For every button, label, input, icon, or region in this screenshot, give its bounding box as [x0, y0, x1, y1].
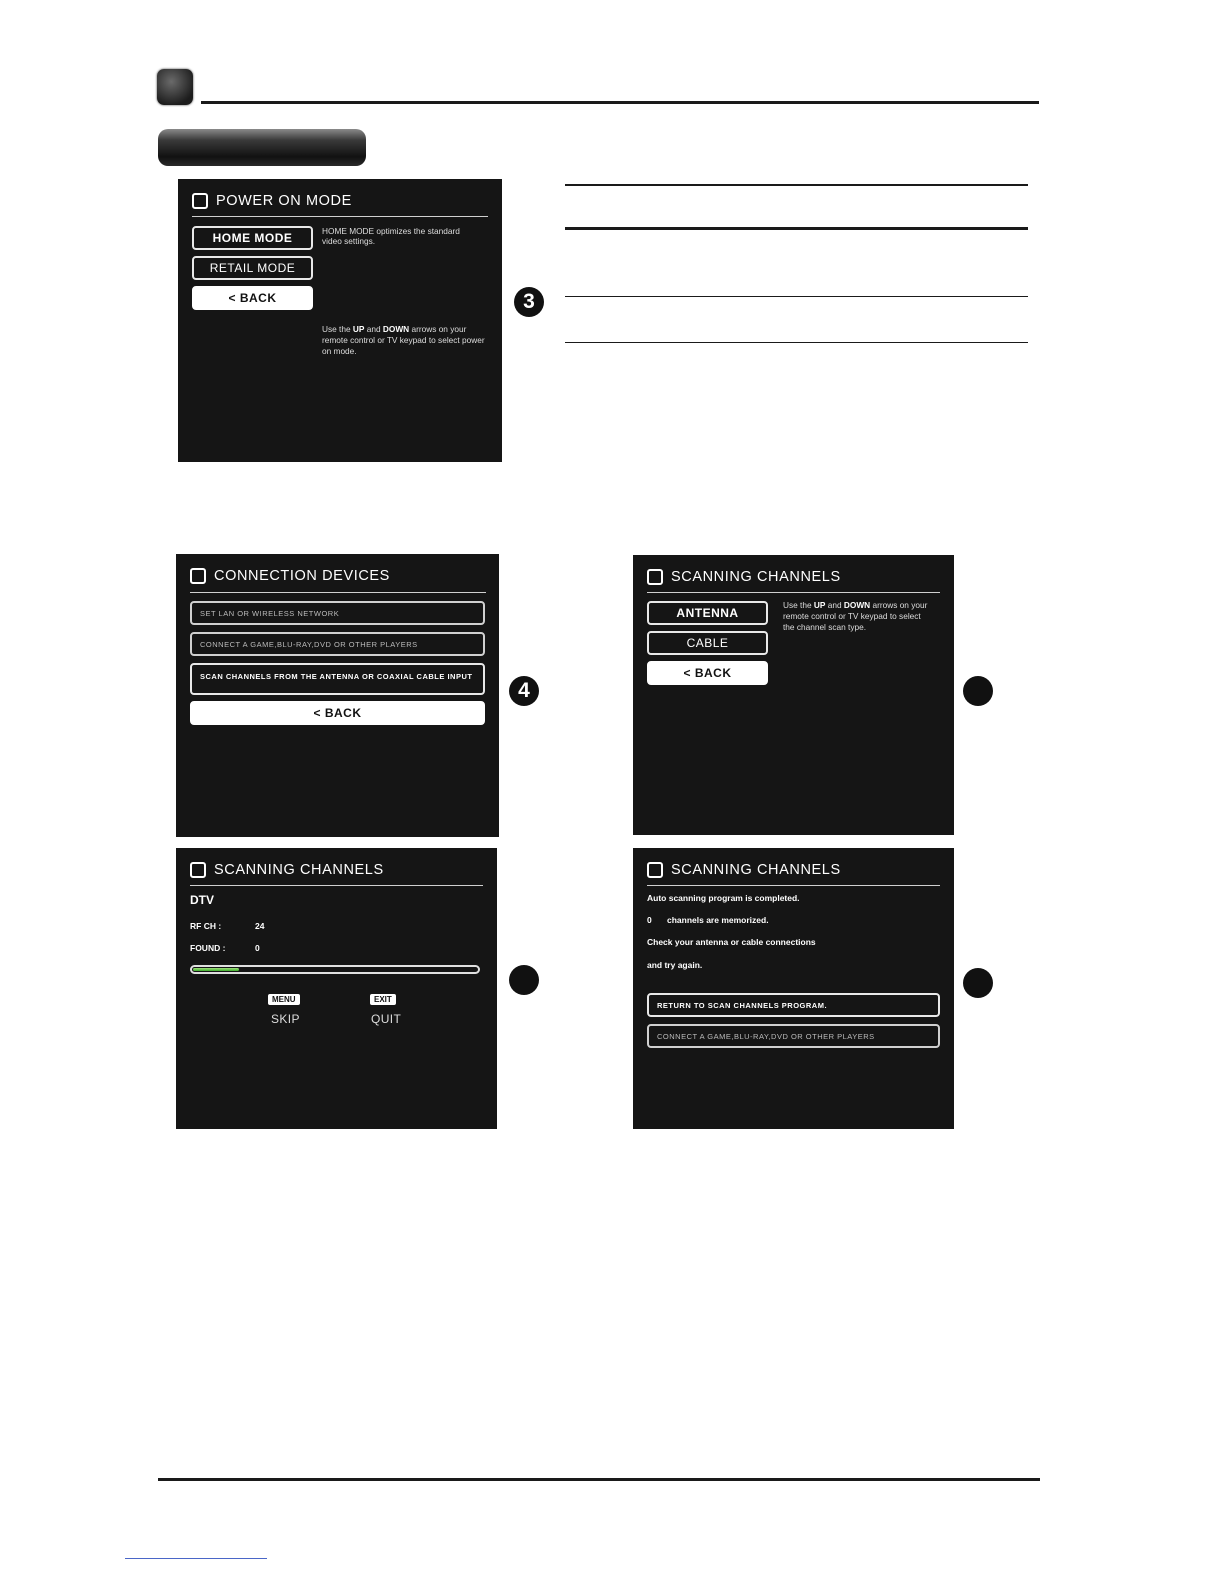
back-button[interactable]: < BACK — [190, 701, 485, 725]
footer-rule — [158, 1478, 1040, 1481]
screen-title-text: SCANNING CHANNELS — [214, 862, 384, 878]
title-rule — [647, 885, 940, 886]
scan-progress-screen — [176, 848, 497, 1129]
footer-link-underline — [125, 1558, 267, 1559]
return-to-scan-button[interactable]: RETURN TO SCAN CHANNELS PROGRAM. — [647, 993, 940, 1017]
screen-title — [192, 193, 352, 209]
screen-title-text: POWER ON MODE — [216, 193, 352, 209]
connection-devices-screen — [176, 554, 499, 837]
title-rule — [192, 216, 488, 217]
scan-channels-option[interactable]: SCAN CHANNELS FROM THE ANTENNA OR COAXIAL CABLE INPUT — [190, 663, 485, 695]
screen-title — [190, 568, 390, 584]
screen-title — [190, 862, 384, 878]
exit-key-icon: EXIT — [370, 994, 396, 1005]
section-heading-pill — [158, 129, 366, 166]
completed-message: Auto scanning program is completed. — [647, 893, 800, 903]
step-7-marker — [963, 968, 993, 998]
rf-ch-label: RF CH : — [190, 921, 222, 931]
back-button[interactable]: < BACK — [647, 661, 768, 685]
try-again-message: and try again. — [647, 960, 703, 970]
screen-title-text: SCANNING CHANNELS — [671, 862, 841, 878]
antenna-button[interactable]: ANTENNA — [647, 601, 768, 625]
screen-title — [647, 862, 841, 878]
scan-complete-screen — [633, 848, 954, 1129]
table-rule — [565, 227, 1028, 230]
screen-title-text: SCANNING CHANNELS — [671, 569, 841, 585]
checkbox-icon — [647, 862, 663, 878]
header-rule — [201, 101, 1039, 104]
title-rule — [190, 592, 486, 593]
channel-count: 0 — [647, 915, 652, 925]
title-rule — [647, 592, 940, 593]
table-rule — [565, 342, 1028, 343]
mode-label: DTV — [190, 893, 214, 907]
connect-players-option[interactable]: CONNECT A GAME,BLU-RAY,DVD OR OTHER PLAYERS — [190, 632, 485, 656]
checkbox-icon — [647, 569, 663, 585]
rf-ch-value: 24 — [255, 921, 265, 931]
checkbox-icon — [192, 193, 208, 209]
chapter-badge — [157, 69, 193, 105]
check-connections-message: Check your antenna or cable connections — [647, 937, 816, 947]
help-text: Use the UP and DOWN arrows on your remote control or TV keypad to select the channel scan type. — [783, 600, 928, 632]
home-mode-description: HOME MODE optimizes the standard video settings. — [322, 226, 460, 246]
step-6-marker — [509, 965, 539, 995]
found-label: FOUND : — [190, 943, 226, 953]
scan-progress-bar — [190, 965, 480, 974]
quit-label: QUIT — [371, 1012, 402, 1026]
step-5-marker — [963, 676, 993, 706]
table-rule — [565, 296, 1028, 297]
skip-label: SKIP — [271, 1012, 300, 1026]
progress-fill — [193, 968, 239, 971]
found-value: 0 — [255, 943, 260, 953]
cable-button[interactable]: CABLE — [647, 631, 768, 655]
screen-title — [647, 569, 841, 585]
help-text: Use the UP and DOWN arrows on your remote control or TV keypad to select power on mode. — [322, 324, 485, 356]
table-rule — [565, 184, 1028, 186]
screen-title-text: CONNECTION DEVICES — [214, 568, 390, 584]
step-4-marker: 4 — [509, 676, 539, 706]
connect-players-button[interactable]: CONNECT A GAME,BLU-RAY,DVD OR OTHER PLAYERS — [647, 1024, 940, 1048]
power-on-mode-screen — [178, 179, 502, 462]
retail-mode-button[interactable]: RETAIL MODE — [192, 256, 313, 280]
set-network-option[interactable]: SET LAN OR WIRELESS NETWORK — [190, 601, 485, 625]
scan-type-screen — [633, 555, 954, 835]
step-3-marker: 3 — [514, 287, 544, 317]
memorized-message: channels are memorized. — [667, 915, 769, 925]
checkbox-icon — [190, 862, 206, 878]
title-rule — [190, 885, 483, 886]
checkbox-icon — [190, 568, 206, 584]
menu-key-icon: MENU — [268, 994, 300, 1005]
back-button[interactable]: < BACK — [192, 286, 313, 310]
home-mode-button[interactable]: HOME MODE — [192, 226, 313, 250]
